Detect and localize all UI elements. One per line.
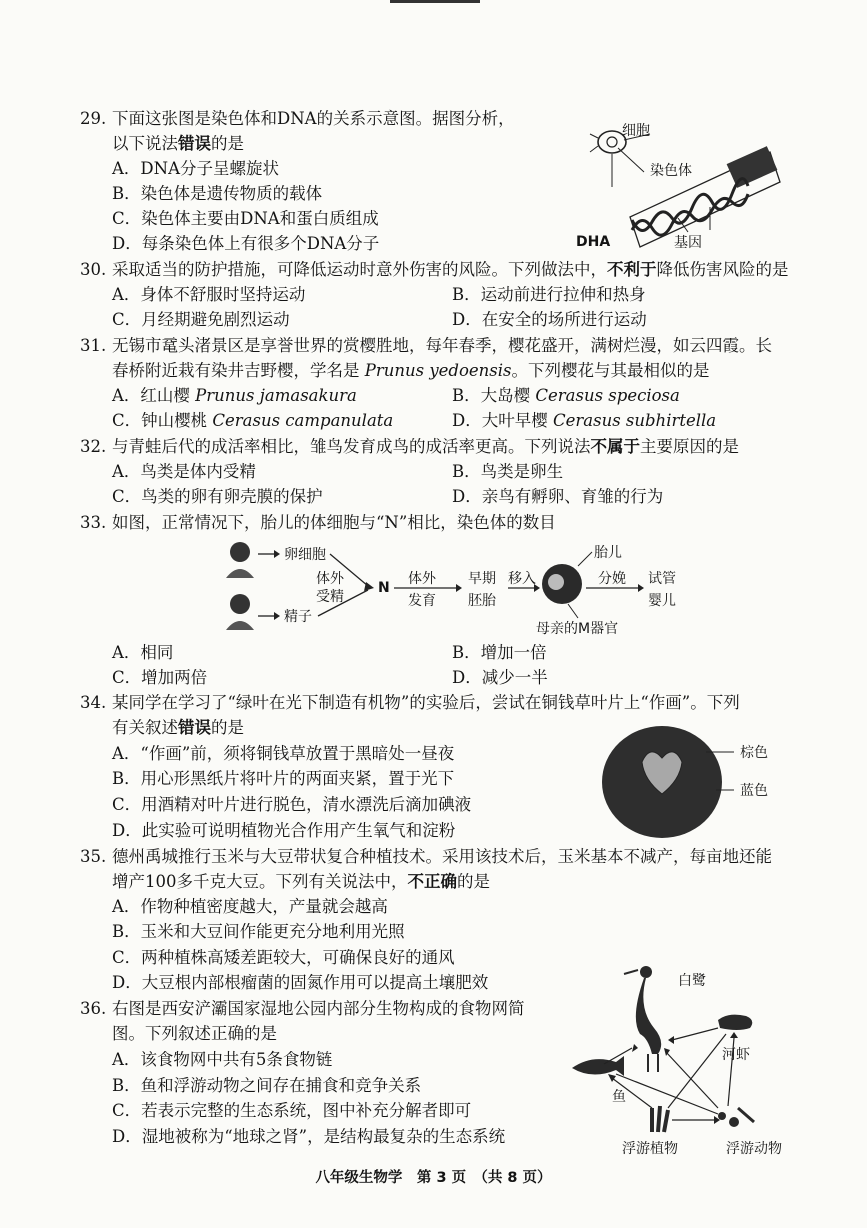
label-n: N (378, 580, 390, 596)
label-cell: 细胞 (622, 123, 650, 139)
label-dev2: 发育 (408, 593, 436, 609)
label-fert1: 体外 (316, 571, 344, 587)
q31-stem-line1: 无锡市鼋头渚景区是享誉世界的赏樱胜地，每年春季，樱花盛开，满树烂漫，如云四霞。长 (112, 336, 772, 355)
ivf-flow-figure (218, 538, 698, 638)
q34-stem-line1: 某同学在学习了“绿叶在光下制造有机物”的实验后，尝试在铜钱草叶片上“作画”。下列 (112, 693, 740, 712)
q34-stem-text: 有关叙述 (112, 718, 178, 737)
q31-option-b-sci: Cerasus speciosa (535, 386, 680, 405)
q35-number: 35. (80, 847, 107, 866)
q32-option-b[interactable]: B．鸟类是卵生 (452, 462, 564, 481)
q29-stem-line2 (112, 133, 244, 155)
q33-option-c[interactable]: C．增加两倍 (112, 668, 208, 687)
label-zooplankton: 浮游动物 (726, 1141, 782, 1157)
q35-stem-line2 (112, 871, 490, 893)
page-top-mark (390, 0, 480, 3)
q35-stem-text: 增产100多千克大豆。下列有关说法中， (112, 872, 408, 891)
q32-stem-tail: 主要原因的是 (640, 437, 739, 456)
q32-number: 32. (80, 437, 107, 456)
label-embryo1: 早期 (468, 571, 496, 587)
q35-stem-tail: 的是 (457, 872, 490, 891)
q29-option-d[interactable]: D．每条染色体上有很多个DNA分子 (112, 234, 380, 253)
food-web-figure (568, 958, 800, 1158)
q36-stem-line1: 右图是西安浐灞国家湿地公园内部分生物构成的食物网简 (112, 999, 525, 1018)
q36-stem-line2: 图。下列叙述正确的是 (112, 1024, 277, 1043)
q33-option-a[interactable]: A．相同 (112, 643, 174, 662)
q31-option-a[interactable] (112, 385, 357, 407)
label-birth: 分娩 (598, 571, 626, 587)
q30-option-b[interactable]: B．运动前进行拉伸和热身 (452, 285, 646, 304)
q29-emphasis: 错误 (178, 134, 211, 153)
q33-number: 33. (80, 513, 107, 532)
label-gene: 基因 (674, 235, 702, 251)
q30-option-c[interactable]: C．月经期避免剧烈运动 (112, 310, 290, 329)
q34-stem-tail: 的是 (211, 718, 244, 737)
q31-option-b[interactable] (452, 385, 680, 407)
q33-stem: 如图，正常情况下，胎儿的体细胞与“N”相比，染色体的数目 (112, 513, 556, 532)
q34-option-c[interactable]: C．用酒精对叶片进行脱色，清水漂洗后滴加碘液 (112, 795, 472, 814)
q32-option-a[interactable]: A．鸟类是体内受精 (112, 462, 256, 481)
q35-option-a[interactable]: A．作物种植密度越大，产量就会越高 (112, 897, 388, 916)
q34-option-d[interactable]: D．此实验可说明植物光合作用产生氧气和淀粉 (112, 821, 456, 840)
q32-stem (112, 436, 739, 458)
q29-stem-tail: 的是 (211, 134, 244, 153)
label-fert2: 受精 (316, 589, 344, 605)
q29-option-c[interactable]: C．染色体主要由DNA和蛋白质组成 (112, 209, 379, 228)
q36-number: 36. (80, 999, 107, 1018)
q33-option-d[interactable]: D．减少一半 (452, 668, 548, 687)
label-baby2: 婴儿 (648, 593, 676, 609)
q31-option-a-sci: Prunus jamasakura (195, 386, 357, 405)
q35-option-c[interactable]: C．两种植株高矮差距较大，可确保良好的通风 (112, 948, 455, 967)
q31-option-d[interactable] (452, 410, 716, 432)
label-chromosome: 染色体 (650, 163, 692, 179)
q31-option-d-label: D．大叶早樱 (452, 411, 548, 430)
q30-emphasis: 不利于 (607, 260, 657, 279)
label-brown: 棕色 (740, 745, 768, 761)
q34-number: 34. (80, 693, 107, 712)
q34-option-a[interactable]: A．“作画”前，须将铜钱草放置于黑暗处一昼夜 (112, 744, 455, 763)
q31-option-d-sci: Cerasus subhirtella (552, 411, 717, 430)
q34-option-b[interactable]: B．用心形黑纸片将叶片的两面夹紧，置于光下 (112, 769, 455, 788)
q31-stem-text: 春桥附近栽有染井吉野樱，学名是 (112, 361, 360, 380)
q32-option-c[interactable]: C．鸟类的卵有卵壳膜的保护 (112, 487, 323, 506)
q29-number: 29. (80, 109, 107, 128)
q32-option-d[interactable]: D．亲鸟有孵卵、育雏的行为 (452, 487, 664, 506)
page-footer: 八年级生物学 第 3 页 （共 8 页） (315, 1170, 552, 1186)
q32-emphasis: 不属于 (590, 437, 640, 456)
q29-stem-line1: 下面这张图是染色体和DNA的关系示意图。据图分析， (112, 109, 515, 128)
q31-option-c-sci: Cerasus campanulata (212, 411, 394, 430)
q31-option-a-label: A．红山樱 (112, 386, 190, 405)
q31-option-c[interactable] (112, 410, 393, 432)
q36-option-a[interactable]: A．该食物网中共有5条食物链 (112, 1050, 333, 1069)
q36-option-b[interactable]: B．鱼和浮游动物之间存在捕食和竞争关系 (112, 1076, 422, 1095)
label-fish: 鱼 (612, 1089, 626, 1105)
label-baby1: 试管 (648, 571, 676, 587)
q30-option-a[interactable]: A．身体不舒服时坚持运动 (112, 285, 306, 304)
q31-option-b-label: B．大岛樱 (452, 386, 531, 405)
label-dna: DHA (576, 234, 611, 250)
q32-stem-text: 与青蛙后代的成活率相比，雏鸟发育成鸟的成活率更高。下列说法 (112, 437, 591, 456)
q30-stem-text: 采取适当的防护措施，可降低运动时意外伤害的风险。下列做法中， (112, 260, 607, 279)
label-fetus: 胎儿 (594, 545, 622, 561)
q30-stem (112, 259, 789, 281)
q33-option-b[interactable]: B．增加一倍 (452, 643, 547, 662)
q35-option-d[interactable]: D．大豆根内部根瘤菌的固氮作用可以提高土壤肥效 (112, 973, 489, 992)
q31-stem-line2 (112, 360, 710, 382)
q29-option-a[interactable]: A．DNA分子呈螺旋状 (112, 159, 279, 178)
q34-stem-line2 (112, 717, 244, 739)
q31-stem-tail: 。下列樱花与其最相似的是 (511, 361, 710, 380)
q30-stem-tail: 降低伤害风险的是 (656, 260, 789, 279)
q36-option-c[interactable]: C．若表示完整的生态系统，图中补充分解者即可 (112, 1101, 472, 1120)
label-transfer: 移入 (508, 571, 536, 587)
q36-option-d[interactable]: D．湿地被称为“地球之肾”，是结构最复杂的生态系统 (112, 1127, 506, 1146)
q29-option-b[interactable]: B．染色体是遗传物质的载体 (112, 184, 323, 203)
leaf-figure (598, 722, 788, 842)
q29-stem-text: 以下说法 (112, 134, 178, 153)
q30-option-d[interactable]: D．在安全的场所进行运动 (452, 310, 647, 329)
q31-scientific-name: Prunus yedoensis (364, 361, 512, 380)
q34-emphasis: 错误 (178, 718, 211, 737)
label-dev1: 体外 (408, 571, 436, 587)
label-blue: 蓝色 (740, 783, 768, 799)
q30-number: 30. (80, 260, 107, 279)
label-organ: 母亲的M器官 (536, 621, 619, 637)
label-embryo2: 胚胎 (468, 593, 496, 609)
q31-number: 31. (80, 336, 107, 355)
q35-emphasis: 不正确 (407, 872, 457, 891)
label-phytoplankton: 浮游植物 (622, 1141, 678, 1157)
q31-option-c-label: C．钟山樱桃 (112, 411, 208, 430)
chromosome-dna-figure (570, 112, 800, 257)
label-egret: 白鹭 (678, 973, 706, 989)
label-egg: 卵细胞 (284, 547, 326, 563)
label-sperm: 精子 (284, 609, 312, 625)
label-shrimp: 河虾 (722, 1047, 750, 1063)
q35-stem-line1: 德州禹城推行玉米与大豆带状复合种植技术。采用该技术后，玉米基本不减产，每亩地还能 (112, 847, 772, 866)
q35-option-b[interactable]: B．玉米和大豆间作能更充分地利用光照 (112, 922, 405, 941)
